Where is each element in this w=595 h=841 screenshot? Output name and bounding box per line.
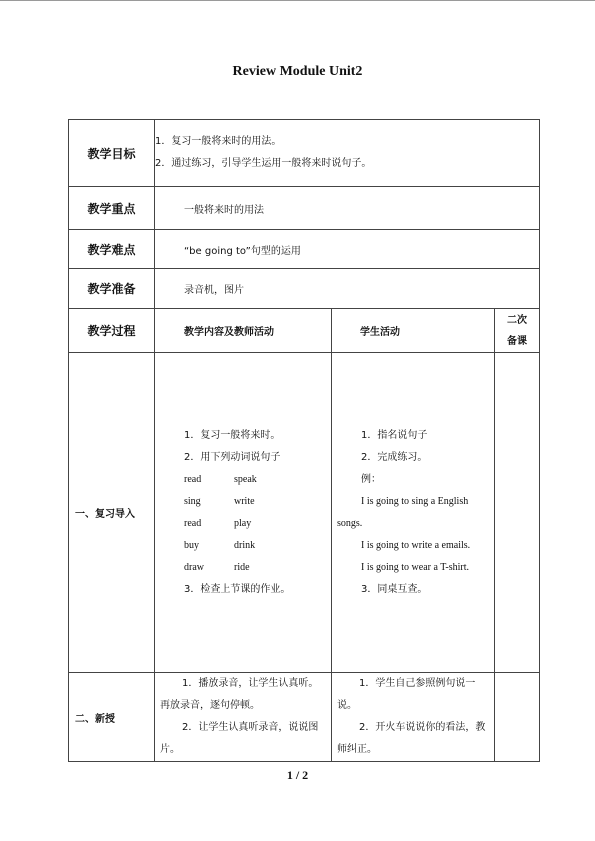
- difficulty-label: 教学难点: [69, 230, 155, 269]
- new-second-prep-cell: [495, 673, 540, 762]
- verb-row-4: [160, 535, 327, 557]
- row-teaching-goal: [69, 120, 540, 187]
- column-second-prep: [495, 309, 540, 353]
- example-sentence-2: I is going to write a emails.: [361, 539, 471, 551]
- column-teacher-activity: 教学内容及教师活动: [155, 309, 332, 353]
- teaching-goal-content: [155, 120, 540, 187]
- second-prep-line-2: 备课: [507, 335, 527, 347]
- process-label: 教学过程: [69, 309, 155, 353]
- verb-row-2: [160, 491, 327, 513]
- verb: speak: [234, 473, 257, 485]
- verb: drink: [234, 539, 256, 551]
- section-review-label: 一、复习导入: [69, 353, 155, 673]
- review-teacher-line-1: 1．复习一般将来时。: [184, 429, 281, 441]
- review-student-line-3: 3．同桌互查。: [361, 583, 428, 595]
- example-sentence-3: I is going to wear a T-shirt.: [361, 561, 470, 573]
- verb: sing: [184, 495, 201, 507]
- new-student-cell: [332, 673, 495, 762]
- key-point-label: 教学重点: [69, 187, 155, 230]
- new-teacher-para-2: 2．让学生认真听录音，说说图片。: [160, 722, 319, 755]
- difficulty-value: “be going to”句型的运用: [155, 230, 540, 269]
- row-difficulty: [69, 230, 540, 269]
- lesson-plan-table: [68, 119, 540, 762]
- section-new-label: 二、新授: [69, 673, 155, 762]
- new-teacher-cell: [155, 673, 332, 762]
- review-second-prep-cell: [495, 353, 540, 673]
- verb: write: [234, 495, 255, 507]
- document-title: Review Module Unit2: [232, 64, 363, 79]
- verb: read: [184, 473, 202, 485]
- new-student-para-1: 1．学生自己参照例句说一说。: [337, 678, 476, 711]
- row-preparation: [69, 269, 540, 309]
- second-prep-line-1: 二次: [507, 314, 527, 326]
- row-process-header: [69, 309, 540, 353]
- key-point-value: 一般将来时的用法: [155, 187, 540, 230]
- review-student-line-1: 1．指名说句子: [361, 429, 428, 441]
- review-teacher-line-2: 2．用下列动词说句子: [184, 451, 281, 463]
- verb: ride: [234, 561, 250, 573]
- preparation-value: 录音机，图片: [155, 269, 540, 309]
- verb: draw: [184, 561, 204, 573]
- row-review-intro: [69, 353, 540, 673]
- verb-row-3: [160, 513, 327, 535]
- example-sentence-1: I is going to sing a English: [361, 495, 469, 507]
- verb: read: [184, 517, 202, 529]
- teaching-goal-label: 教学目标: [69, 120, 155, 187]
- new-student-para-2: 2．开火车说说你的看法，教师纠正。: [337, 722, 486, 755]
- verb: play: [234, 517, 252, 529]
- row-new-lesson: [69, 673, 540, 762]
- new-teacher-para-1: 1．播放录音，让学生认真听。再放录音，逐句停顿。: [160, 678, 319, 711]
- review-example-label: 例：: [361, 473, 381, 485]
- column-student-activity: 学生活动: [332, 309, 495, 353]
- review-student-line-2: 2．完成练习。: [361, 451, 428, 463]
- verb-row-5: [160, 557, 327, 579]
- page-number: 1 / 2: [286, 768, 309, 782]
- review-student-cell: [332, 353, 495, 673]
- row-key-point: [69, 187, 540, 230]
- review-teacher-cell: [155, 353, 332, 673]
- preparation-label: 教学准备: [69, 269, 155, 309]
- verb-row-1: [160, 469, 327, 491]
- verb: buy: [184, 539, 199, 551]
- page-top-rule: [0, 0, 595, 1]
- goal-item-2: 2．通过练习，引导学生运用一般将来时说句子。: [155, 158, 372, 169]
- goal-item-1: 1．复习一般将来时的用法。: [155, 136, 282, 147]
- example-sentence-1-cont: songs.: [337, 517, 363, 529]
- review-teacher-line-3: 3．检查上节课的作业。: [184, 583, 291, 595]
